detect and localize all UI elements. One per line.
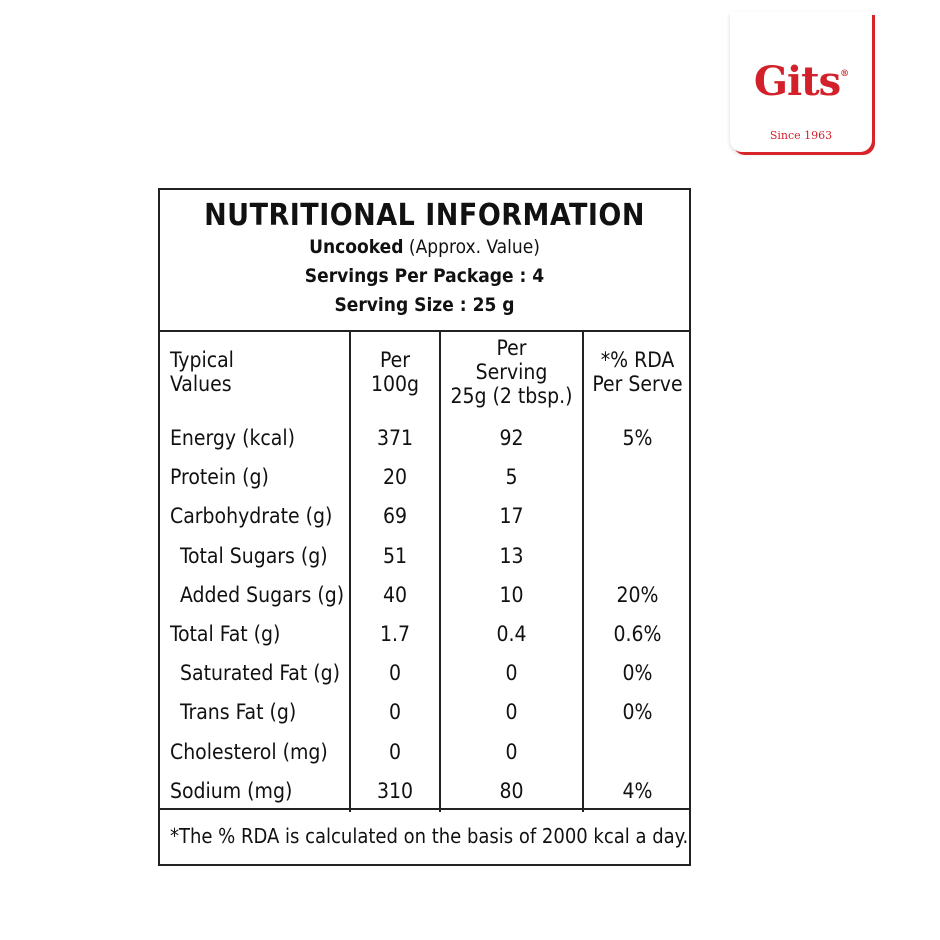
nutrient-label: Sodium (mg) <box>170 778 293 803</box>
value-per-serving: 0 <box>505 661 518 686</box>
brand-tagline: Since 1963 <box>769 129 833 142</box>
value-per-100g: 0 <box>388 661 402 686</box>
value-rda: 0.6% <box>613 622 662 646</box>
rda-footnote: *The % RDA is calculated on the basis of 2000 kcal a day. <box>160 808 689 864</box>
value-per-100g: 310 <box>376 778 414 803</box>
nutrient-label: Added Sugars (g) <box>180 582 345 607</box>
value-per-100g: 0 <box>388 739 402 764</box>
value-per-serving: 13 <box>499 543 524 568</box>
header-line: Per <box>496 336 527 360</box>
header-line: 100g <box>370 372 420 396</box>
column-divider <box>582 330 584 812</box>
value-per-serving: 80 <box>499 778 524 803</box>
nutrient-label: Protein (g) <box>170 465 269 490</box>
nutrient-label: Total Sugars (g) <box>180 543 328 568</box>
header-typical-values <box>170 348 234 396</box>
value-per-100g: 69 <box>382 504 408 529</box>
header-line: Serving <box>475 360 548 384</box>
uncooked-line <box>160 233 689 262</box>
value-rda: 0% <box>622 661 653 686</box>
brand-logo <box>742 58 860 105</box>
value-per-100g: 371 <box>376 426 414 450</box>
brand-badge <box>730 12 872 152</box>
value-per-serving: 10 <box>499 582 524 607</box>
header-line: Typical <box>170 348 234 372</box>
panel-title: NUTRITIONAL INFORMATION <box>204 198 645 233</box>
value-rda: 20% <box>616 582 659 607</box>
value-per-100g: 20 <box>382 465 408 490</box>
value-per-serving: 0 <box>505 700 518 725</box>
value-per-serving: 17 <box>499 504 524 529</box>
serving-size: Serving Size : 25 g <box>334 294 515 316</box>
approx-note: (Approx. Value) <box>403 236 540 258</box>
nutrition-panel <box>158 188 691 866</box>
value-per-100g: 0 <box>388 700 402 725</box>
brand-logo-text: Gits <box>753 58 841 105</box>
header-line: Per <box>379 348 411 372</box>
header-line: *% RDA <box>600 348 675 372</box>
nutrient-label: Energy (kcal) <box>170 426 296 450</box>
value-per-100g: 1.7 <box>379 622 411 646</box>
header-per-serving <box>441 336 582 408</box>
value-per-serving: 92 <box>499 426 524 450</box>
registered-mark: ® <box>840 69 849 79</box>
nutrient-label: Cholesterol (mg) <box>170 739 328 764</box>
header-line: Values <box>170 372 232 396</box>
nutrition-table <box>160 330 689 812</box>
header-per-100g <box>351 348 439 396</box>
value-rda: 0% <box>622 700 653 725</box>
value-per-serving: 0 <box>505 739 518 764</box>
header-rda <box>584 348 691 396</box>
value-per-100g: 40 <box>382 582 408 607</box>
value-rda: 4% <box>622 778 653 803</box>
nutrient-label: Carbohydrate (g) <box>170 504 333 529</box>
value-per-serving: 5 <box>505 465 518 490</box>
nutrient-label: Saturated Fat (g) <box>180 661 340 686</box>
header-line: Per Serve <box>592 372 683 396</box>
header-line: 25g (2 tbsp.) <box>450 384 573 408</box>
nutrient-label: Total Fat (g) <box>170 622 281 646</box>
value-rda: 5% <box>622 426 653 450</box>
value-per-serving: 0.4 <box>496 622 527 646</box>
nutrient-label: Trans Fat (g) <box>180 700 297 725</box>
panel-header <box>160 190 689 332</box>
value-per-100g: 51 <box>382 543 408 568</box>
servings-per-package: Servings Per Package : 4 <box>304 265 545 287</box>
uncooked-label: Uncooked <box>309 236 404 258</box>
